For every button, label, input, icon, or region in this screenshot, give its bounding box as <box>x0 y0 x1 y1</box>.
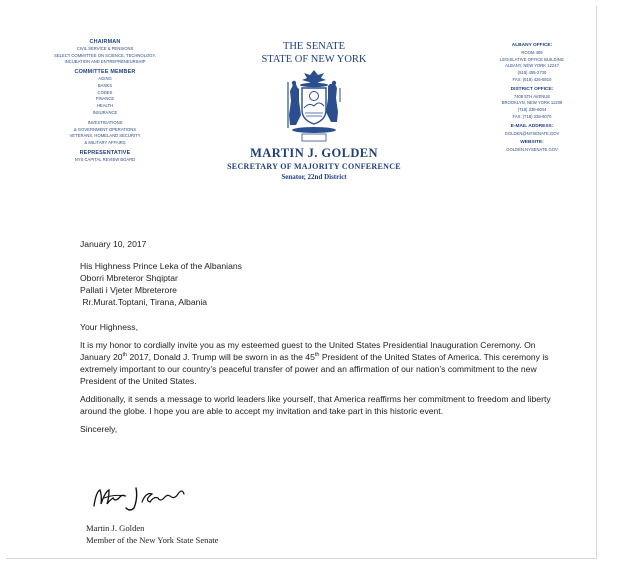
letter-page <box>6 6 597 559</box>
address-line: His Highness Prince Leka of the Albanians <box>80 261 242 271</box>
signature-block <box>86 522 218 546</box>
member-item: HEALTH <box>96 103 114 109</box>
website-heading: WEBSITE: <box>520 140 544 146</box>
district-office-line: 7408 5TH AVENUE <box>513 93 551 99</box>
paragraph-text: It is my honor to cordially invite you as my esteemed guest to the United States Presidential Inauguration Ceremony. On January 20 <box>80 340 536 362</box>
paragraph-invitation <box>80 339 560 387</box>
state-heading: STATE OF NEW YORK <box>261 54 367 65</box>
committee-list <box>46 39 164 164</box>
albany-office-line: ALBANY, NEW YORK 12247 <box>505 63 559 69</box>
email-heading: E-MAIL ADDRESS: <box>510 123 554 129</box>
member-item: AGING <box>98 75 112 81</box>
paragraph-message: Additionally, it sends a message to world leaders like yourself, that America reaffirms her commitment to freedom and liberty around the globe. I hope you are able to accept my invitation and take part in this historic event. <box>80 394 551 416</box>
senator-name: MARTIN J. GOLDEN <box>250 146 378 160</box>
letter-date: January 10, 2017 <box>80 239 147 249</box>
ordinal-suffix: th <box>314 352 320 359</box>
representative-heading: REPRESENTATIVE <box>79 149 131 156</box>
signer-title: Member of the New York State Senate <box>86 535 219 545</box>
contact-info <box>484 43 580 154</box>
albany-office-line: ROOM 409 <box>521 49 543 55</box>
albany-office-line: LEGISLATIVE OFFICE BUILDING <box>500 56 564 62</box>
address-line: Pallati i Vjeter Mbreterore <box>80 285 177 295</box>
letter-body <box>80 238 560 435</box>
representative-item: NYS CAPITAL REVIEW BOARD <box>74 156 136 162</box>
member-item: FINANCE <box>95 96 115 102</box>
district-office-line: FAX: (718) 238-6070 <box>512 113 552 119</box>
new-york-seal-icon <box>272 68 356 144</box>
closing: Sincerely, <box>80 424 118 434</box>
member-item: INVESTIGATIONS <box>87 119 123 125</box>
member-item: & MILITARY AFFAIRS <box>84 140 126 146</box>
recipient-address <box>80 260 560 308</box>
chairman-heading: CHAIRMAN <box>89 39 121 45</box>
senate-heading: THE SENATE <box>282 41 346 52</box>
member-item: BANKS <box>97 82 113 88</box>
district-office-heading: DISTRICT OFFICE: <box>510 86 554 92</box>
member-item: VETERANS, HOMELAND SECURITY <box>69 133 141 139</box>
paragraph-text: President of the United States of America. This ceremony is extremely important to our country’s peaceful transfer of power and an affirmation of our nation’s commitment to the new President of the United States. <box>80 352 549 386</box>
chairman-item: INCUBATION AND ENTREPRENEURSHIP <box>64 59 146 65</box>
paragraph-text: 2017, Donald J. Trump will be sworn in as the 45 <box>127 352 315 362</box>
letterhead <box>219 40 409 181</box>
albany-office-line: FAX: (518) 426-6910 <box>512 76 552 82</box>
ordinal-suffix: th <box>122 352 128 359</box>
district-office-line: (718) 238-6044 <box>517 107 547 113</box>
member-item: CODES <box>97 89 113 95</box>
member-item: INSURANCE <box>92 109 118 115</box>
albany-office-heading: ALBANY OFFICE: <box>511 43 553 48</box>
email-address: GOLDEN@NYSENATE.GOV <box>504 130 560 136</box>
member-heading: COMMITTEE MEMBER <box>74 69 136 76</box>
address-line: Oborri Mbreteror Shqiptar <box>80 273 178 283</box>
member-item: & GOVERNMENT OPERATIONS <box>73 126 137 132</box>
albany-office-line: (518) 455-2730 <box>517 70 547 76</box>
address-line: Rr.Murat.Toptani, Tirana, Albania <box>80 297 208 307</box>
chairman-item: SELECT COMMITTEE ON SCIENCE, TECHNOLOGY, <box>54 52 156 58</box>
senator-district: Senator, 22nd District <box>281 173 347 181</box>
signer-name: Martin J. Golden <box>86 523 145 533</box>
salutation: Your Highness, <box>80 322 138 332</box>
district-office-line: BROOKLYN, NEW YORK 11209 <box>501 100 563 106</box>
website-address: GOLDEN.NYSENATE.GOV <box>506 147 558 153</box>
handwritten-signature <box>90 480 200 514</box>
senator-title: SECRETARY OF MAJORITY CONFERENCE <box>227 162 401 171</box>
chairman-item: CIVIL SERVICE & PENSIONS <box>76 45 134 51</box>
